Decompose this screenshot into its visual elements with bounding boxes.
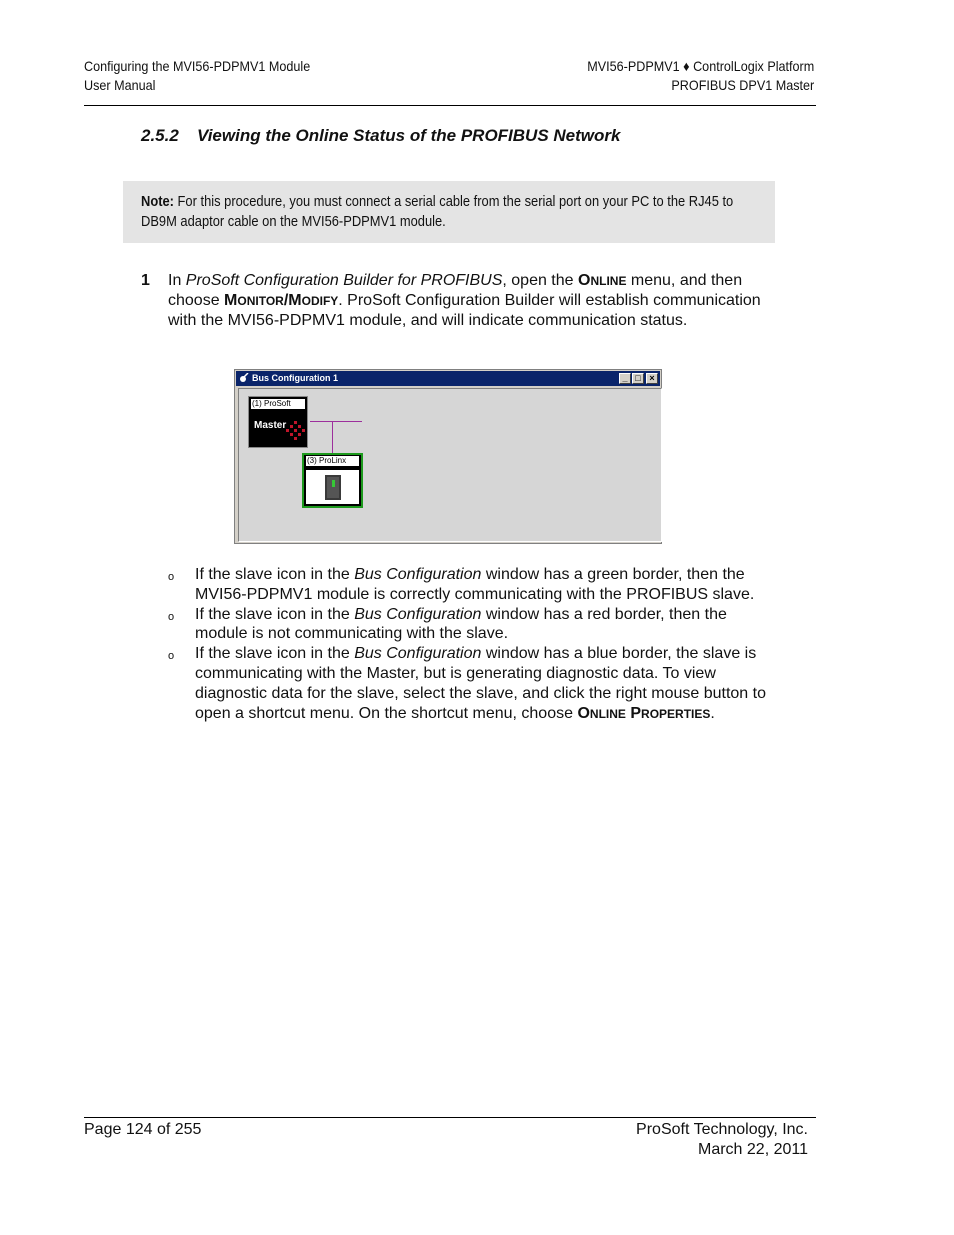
step-number: 1 — [141, 272, 150, 289]
master-node[interactable] — [248, 396, 308, 448]
close-button[interactable]: × — [646, 373, 658, 384]
menu-online: ONLINE — [578, 272, 627, 289]
document-title: Configuring the MVI56-PDPMV1 Module — [84, 58, 311, 74]
note-text — [141, 192, 734, 232]
document-subtitle: User Manual — [84, 77, 156, 93]
note-box — [123, 181, 775, 243]
step-text-part: In — [168, 272, 186, 289]
publication-date: March 22, 2011 — [698, 1141, 808, 1158]
menu-online-properties: ONLINE PROPERTIES — [577, 704, 711, 722]
step-text — [168, 271, 761, 331]
window-title: Bus Configuration 1 — [252, 373, 338, 383]
bus-line-horizontal — [310, 421, 362, 422]
note-label: Note: — [141, 193, 174, 210]
section-title: Viewing the Online Status of the PROFIBUS Network — [197, 126, 621, 145]
product-type: PROFIBUS DPV1 Master — [671, 77, 814, 93]
bullet-mark: o — [168, 650, 175, 663]
maximize-button[interactable]: □ — [632, 373, 644, 384]
bus-canvas[interactable] — [238, 388, 662, 542]
bullet-mark: o — [168, 610, 175, 623]
menu-monitor-modify: MONITOR/MODIFY — [224, 292, 339, 309]
slave-node-label: (3) ProLinx — [306, 456, 359, 466]
app-icon — [239, 373, 249, 383]
app-name: ProSoft Configuration Builder for PROFIBUS — [185, 272, 503, 289]
company-name: ProSoft Technology, Inc. — [636, 1121, 808, 1138]
header-left — [84, 57, 310, 95]
footer-divider — [84, 1117, 816, 1118]
step-text-part: . ProSoft Configuration Builder will establish communication with the MVI56-PDPMV1 module, and will indicate communication status. — [168, 292, 761, 329]
slave-node[interactable] — [302, 453, 363, 508]
section-number: 2.5.2 — [141, 126, 179, 145]
master-node-label: (1) ProSoft — [251, 399, 305, 409]
slave-device-icon — [323, 474, 343, 501]
footer-right — [636, 1120, 808, 1160]
master-grid-icon — [286, 421, 306, 441]
bullet-mark: o — [168, 571, 175, 583]
header-right — [587, 57, 814, 95]
minimize-button[interactable]: _ — [619, 373, 631, 384]
page-number: Page 124 of 255 — [84, 1121, 202, 1138]
step-1 — [141, 271, 761, 331]
status-bullet-list — [168, 565, 768, 724]
step-text-part: , open the — [502, 272, 578, 289]
note-body: For this procedure, you must connect a serial cable from the serial port on your PC to the RJ45 to DB9M adaptor cable on the MVI56-PDPMV1 module. — [141, 193, 734, 230]
header-divider — [84, 105, 816, 106]
product-name: MVI56-PDPMV1 ♦ ControlLogix Platform — [586, 58, 814, 74]
master-node-text: Master — [254, 420, 287, 431]
bullet-red-border: o If the slave icon in the Bus Configuration window has a red border, then the module is not communicating with the slave. — [168, 605, 727, 643]
window-titlebar[interactable] — [236, 371, 660, 386]
bullet-green-border: o If the slave icon in the Bus Configuration window has a green border, then the MVI56-PDPMV1 module is correctly communicating with the PROFIBUS slave. — [168, 566, 755, 603]
section-heading — [141, 126, 620, 146]
step-text-part: menu, and then choose — [168, 272, 743, 309]
slave-device-area — [306, 470, 359, 504]
bullet-blue-border: o If the slave icon in the Bus Configuration window has a blue border, the slave is communicating with the Master, but is generating diagnostic data. To view diagnostic data for the slave, select the slave, and click the right mouse button to open a shortcut menu. On the shortcut menu, choose ONLINE PROPERTIES. — [168, 645, 766, 722]
bus-configuration-window — [234, 369, 662, 544]
bus-line-drop — [332, 421, 333, 453]
